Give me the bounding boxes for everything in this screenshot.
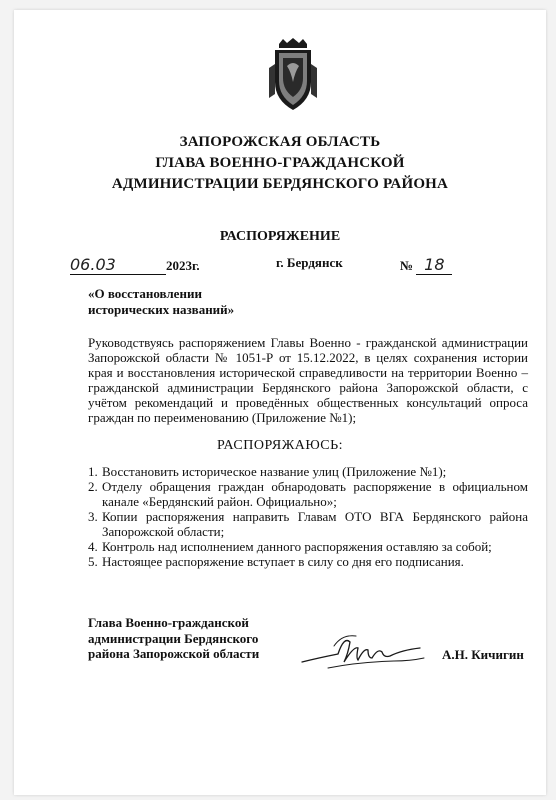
signatory-title-line: администрации Бердянского (88, 630, 259, 646)
signatory-name: А.Н. Кичигин (442, 647, 524, 662)
date-field (70, 255, 200, 275)
document-type-title: РАСПОРЯЖЕНИЕ (219, 229, 341, 244)
item-number: 2. (88, 479, 98, 494)
item-number: 1. (88, 464, 98, 479)
handwritten-date: 06.03 (70, 255, 116, 274)
number-label: № (400, 258, 414, 273)
item-text: Отделу обращения граждан обнародовать распоряжение в официальном канале «Бердянский район. Официально»; (102, 479, 528, 509)
subject-line: «О восстановлении (88, 286, 202, 301)
coat-of-arms-icon (265, 38, 321, 112)
header-region: ЗАПОРОЖСКАЯ ОБЛАСТЬ (179, 134, 381, 150)
city-label: г. Бердянск (276, 255, 343, 270)
list-item (88, 464, 528, 479)
item-text: Настоящее распоряжение вступает в силу со дня его подписания. (102, 554, 464, 569)
list-item (88, 479, 528, 509)
item-text: Восстановить историческое название улиц (Приложение №1); (102, 464, 447, 479)
item-number: 4. (88, 539, 98, 554)
item-number: 5. (88, 554, 98, 569)
item-text: Контроль над исполнением данного распоряжения оставляю за собой; (102, 539, 492, 554)
number-field (400, 255, 452, 275)
date-year: 2023г. (166, 258, 200, 273)
subject-heading (88, 286, 234, 318)
header-administration: АДМИНИСТРАЦИИ БЕРДЯНСКОГО РАЙОНА (111, 176, 449, 192)
list-item (88, 509, 528, 539)
subject-line: исторических названий» (88, 302, 235, 317)
list-item (88, 539, 528, 554)
signatory-title-line: района Запорожской области (88, 646, 260, 661)
decree-heading: РАСПОРЯЖАЮСЬ: (216, 438, 344, 453)
decree-items-list (88, 464, 528, 569)
handwritten-signature (298, 628, 428, 678)
item-text: Копии распоряжения направить Главам ОТО ВГА Бердянского района Запорожской области; (102, 509, 528, 539)
header-authority: ГЛАВА ВОЕННО-ГРАЖДАНСКОЙ (155, 155, 405, 171)
handwritten-number: 18 (424, 255, 445, 274)
list-item (88, 554, 528, 569)
item-number: 3. (88, 509, 98, 524)
preamble-paragraph: Руководствуясь распоряжением Главы Военно - гражданской администрации Запорожской области № 1051-Р от 15.12.2022, в целях сохранения истории края и восстановления исторической справедливости на территории Военно – гражданской администрации Бердянского района Запорожской области, с учётом рекомендаций и проведённых общественных консультаций опроса граждан по переименованию (Приложение №1); (88, 335, 528, 425)
document-page (14, 10, 546, 795)
signatory-title-line: Глава Военно-гражданской (88, 615, 249, 630)
signatory-title (88, 615, 259, 662)
